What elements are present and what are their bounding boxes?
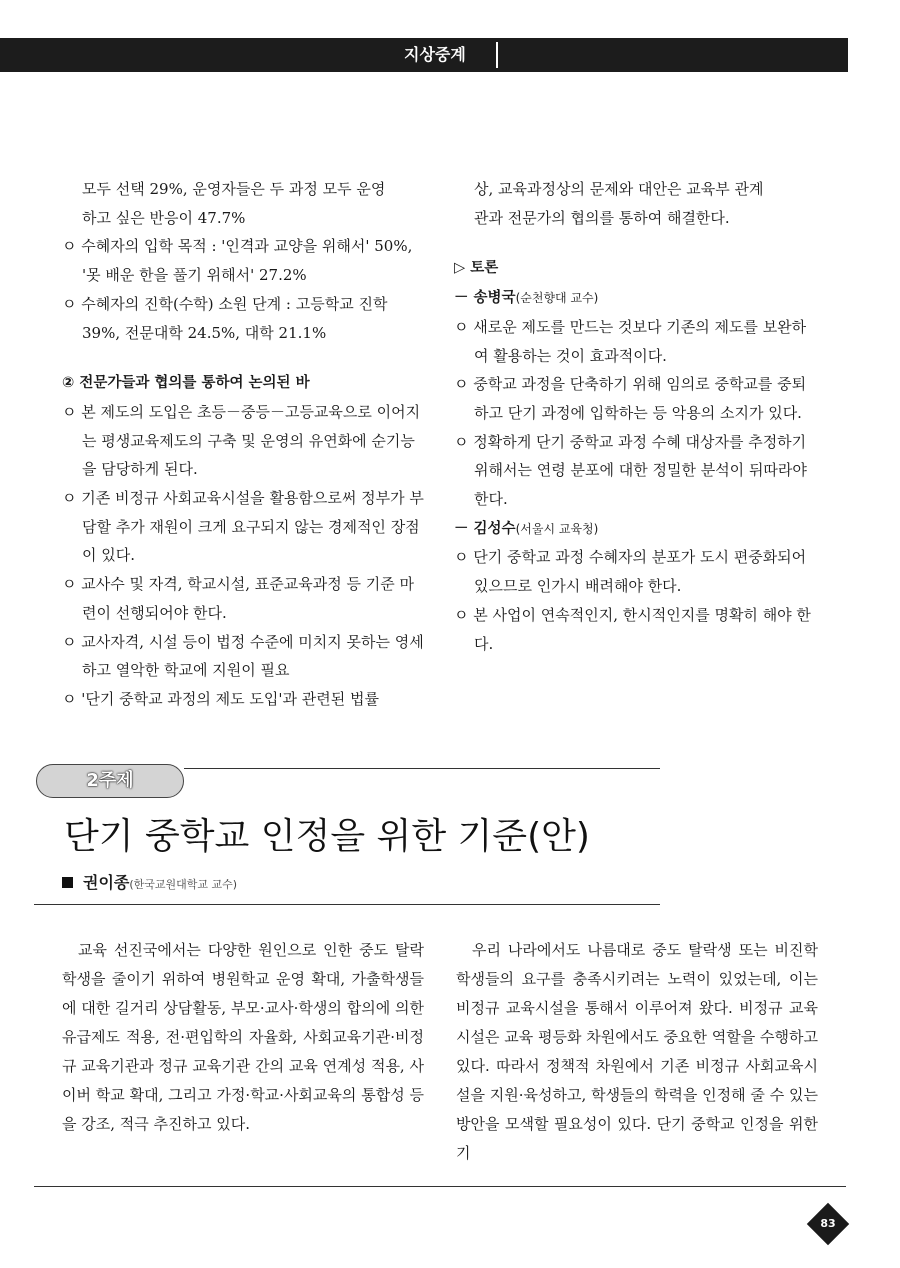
- bullet-item: ㅇ 교사수 및 자격, 학교시설, 표준교육과정 등 기준 마련이 선행되어야 한다.: [62, 575, 414, 622]
- bullet-item: ㅇ 단기 중학교 과정 수혜자의 분포가 도시 편중화되어 있으므로 인가시 배려해야 한다.: [454, 548, 807, 596]
- topic-badge: 2주제: [36, 764, 184, 798]
- paragraph: 상, 교육과정상의 문제와 대안은 교육부 관계: [474, 180, 764, 198]
- paragraph: 하고 싶은 반응이 47.7%: [82, 208, 246, 227]
- bullet-item: ㅇ 수혜자의 입학 목적 : '인격과 교양을 위해서' 50%, '못 배운 한을 풀기 위해서' 27.2%: [62, 237, 413, 285]
- author-rule: [34, 904, 660, 905]
- header-divider: [496, 42, 498, 68]
- speaker-affiliation: (서울시 교육청): [515, 521, 599, 536]
- square-bullet-icon: [62, 877, 73, 888]
- left-column: [62, 175, 426, 714]
- footer-rule: [34, 1186, 846, 1187]
- paragraph: 우리 나라에서도 나름대로 중도 탈락생 또는 비진학 학생들의 요구를 충족시키려는 노력이 있었는데, 이는 비정규 교육시설을 통해서 이루어져 왔다. 비정규 교육시설은 교육 평등화 차원에서도 중요한 역할을 수행하고 있다. 따라서 정책적 차원에서 기존 비정규 사회교육시설을 지원·육성하고, 학생들의 학력을 인정해 줄 수 있는 방안을 모색할 필요성이 있다. 단기 중학교 인정을 위한 기: [456, 941, 818, 1162]
- speaker-name: － 김성수: [454, 520, 516, 537]
- author-name: 권이종: [83, 873, 130, 892]
- paragraph: 관과 전문가의 협의를 통하여 해결한다.: [474, 208, 730, 227]
- bullet-item: ㅇ '단기 중학교 과정의 제도 도입'과 관련된 법률: [62, 689, 379, 708]
- author-affiliation: (한국교원대학교 교수): [129, 878, 238, 891]
- bullet-item: ㅇ 새로운 제도를 만드는 것보다 기존의 제도를 보완하여 활용하는 것이 효과적이다.: [454, 317, 807, 365]
- speaker-line: [454, 283, 816, 313]
- bullet-item: ㅇ 기존 비정규 사회교육시설을 활용함으로써 정부가 부담할 추가 재원이 크게 요구되지 않는 경제적인 장점이 있다.: [62, 489, 424, 565]
- page-number: 83: [820, 1217, 836, 1230]
- bullet-item: ㅇ 교사자격, 시설 등이 법정 수준에 미치지 못하는 영세하고 열악한 학교에 지원이 필요: [62, 632, 424, 680]
- discussion-heading: ▷ 토론: [454, 260, 499, 277]
- body-right: [456, 936, 818, 1168]
- bullet-item: ㅇ 본 사업이 연속적인지, 한시적인지를 명확히 해야 한다.: [454, 605, 811, 653]
- bullet-item: ㅇ 중학교 과정을 단축하기 위해 임의로 중학교를 중퇴하고 단기 과정에 입학하는 등 악용의 소지가 있다.: [454, 375, 807, 422]
- subsection-heading: ② 전문가들과 협의를 통하여 논의된 바: [62, 375, 310, 392]
- speaker-affiliation: (순천향대 교수): [515, 291, 599, 306]
- speaker-name: － 송병국: [454, 290, 516, 307]
- paragraph: 모두 선택 29%, 운영자들은 두 과정 모두 운영: [82, 180, 386, 198]
- paragraph: 교육 선진국에서는 다양한 원인으로 인한 중도 탈락 학생을 줄이기 위하여 병원학교 운영 확대, 가출학생들에 대한 길거리 상담활동, 부모·교사·학생의 합의에 의한 유급제도 적용, 전·편입학의 자율화, 사회교육기관·비정규 교육기관과 정규 교육기관 간의 교육 연계성 적용, 사이버 학교 확대, 그리고 가정·학교·사회교육의 통합성 등을 강조, 적극 추진하고 있다.: [62, 941, 424, 1133]
- body-left: [62, 936, 424, 1139]
- badge-rule: [184, 768, 660, 769]
- bullet-item: ㅇ 정확하게 단기 중학교 과정 수혜 대상자를 추정하기 위해서는 연령 분포에 대한 정밀한 분석이 뒤따라야 한다.: [454, 432, 807, 509]
- right-column: [454, 175, 816, 658]
- page-number-badge: [807, 1203, 849, 1245]
- author-line: [62, 870, 237, 893]
- header-bar: [0, 38, 848, 72]
- bullet-item: ㅇ 본 제도의 도입은 초등－중등－고등교육으로 이어지는 평생교육제도의 구축 및 운영의 유연화에 순기능을 담당하게 된다.: [62, 402, 421, 479]
- speaker-line: [454, 514, 816, 544]
- bullet-item: ㅇ 수혜자의 진학(수학) 소원 단계 : 고등학교 진학 39%, 전문대학 24.5%, 대학 21.1%: [62, 294, 388, 342]
- section-title: 단기 중학교 인정을 위한 기준(안): [64, 816, 590, 857]
- section-header-label: 지상중계: [404, 45, 466, 64]
